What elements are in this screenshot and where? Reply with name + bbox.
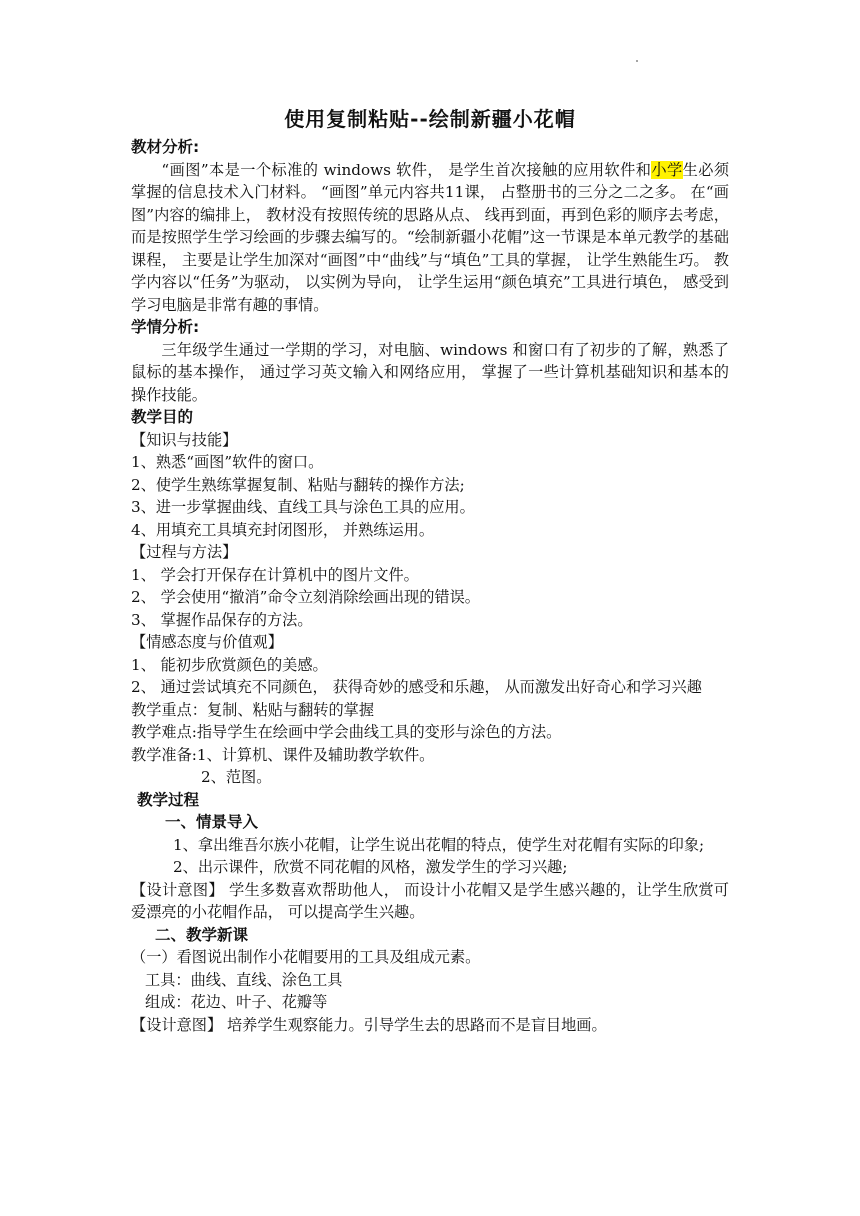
- section-attitude-values: 【情感态度与价值观】: [131, 633, 283, 651]
- heading-scene-intro: 一、情景导入: [165, 813, 259, 831]
- document-body: [131, 102, 729, 1036]
- list-item: 3、 掌握作品保存的方法。: [131, 610, 313, 629]
- document-title: 使用复制粘贴--绘制新疆小花帽: [284, 107, 576, 131]
- heading-teaching-goals: 教学目的: [131, 408, 194, 426]
- teaching-focus: 教学重点：复制、粘贴与翻转的掌握: [131, 700, 374, 719]
- design-intent-1: 【设计意图】 学生多数喜欢帮助他人， 而设计小花帽又是学生感兴趣的，让学生欣赏可爱漂亮的小花帽作品， 可以提高学生兴趣。: [131, 880, 729, 921]
- list-item: 2、 通过尝试填充不同颜色， 获得奇妙的感受和乐趣， 从而激发出好奇心和学习兴趣: [131, 678, 702, 696]
- list-item: 3、进一步掌握曲线、直线工具与涂色工具的应用。: [131, 498, 475, 516]
- design-intent-2: 【设计意图】 培养学生观察能力。引导学生去的思路而不是盲目地画。: [131, 1015, 607, 1034]
- new-lesson-step-1: （一）看图说出制作小花帽要用的工具及组成元素。: [131, 948, 481, 966]
- page-dot: [636, 60, 638, 62]
- new-lesson-parts: 组成：花边、叶子、花瓣等: [145, 993, 328, 1011]
- list-item: 1、熟悉“画图”软件的窗口。: [131, 453, 324, 471]
- teaching-preparation-item: 2、范图。: [201, 768, 272, 786]
- text-segment: “画图”本是一个标准的 windows 软件， 是学生首次接触的应用软件和: [161, 160, 652, 179]
- heading-student-analysis: 学情分析:: [131, 318, 200, 336]
- list-item: 2、使学生熟练掌握复制、粘贴与翻转的操作方法;: [131, 475, 465, 494]
- paragraph-student-analysis: 三年级学生通过一学期的学习，对电脑、windows 和窗口有了初步的了解，熟悉了鼠标的基本操作， 通过学习英文输入和网络应用， 掌握了一些计算机基础知识和基本的操作技能。: [131, 340, 729, 404]
- paragraph-scene-intro-1: 1、拿出维吾尔族小花帽，让学生说出花帽的特点，使学生对花帽有实际的印象;: [173, 835, 705, 854]
- heading-textbook-analysis: 教材分析:: [131, 138, 200, 156]
- list-item: 2、 学会使用“撤消”命令立刻消除绘画出现的错误。: [131, 588, 480, 606]
- teaching-difficulty: 教学难点:指导学生在绘画中学会曲线工具的变形与涂色的方法。: [131, 723, 562, 741]
- teaching-preparation: 教学准备:1、计算机、课件及辅助教学软件。: [131, 745, 435, 764]
- section-process-methods: 【过程与方法】: [131, 543, 238, 561]
- new-lesson-tools: 工具：曲线、直线、涂色工具: [145, 970, 343, 989]
- highlighted-text: 小学: [651, 160, 683, 179]
- heading-new-lesson: 二、教学新课: [155, 925, 249, 944]
- text-segment: 生必须掌握的信息技术入门材料。 “画图”单元内容共11课， 占整册书的三分之二之多。 在“画图”内容的编排上， 教材没有按照传统的思路从点、 线再到面，再到色彩的顺序去考虑，而是按照学生学习绘画的步骤去编写的。“绘制新疆小花帽”这一节课是本单元教学的基础课程， 主要是让学生加深对“画图”中“曲线”与“填色”工具的掌握， 让学生熟能生巧。 教学内容以“任务”为驱动， 以实例为导向， 让学生运用“颜色填充”工具进行填色， 感受到学习电脑是非常有趣的事情。: [131, 160, 730, 314]
- section-knowledge-skills: 【知识与技能】: [131, 430, 238, 449]
- list-item: 4、用填充工具填充封闭图形， 并熟练运用。: [131, 520, 435, 539]
- list-item: 1、 能初步欣赏颜色的美感。: [131, 655, 328, 674]
- heading-teaching-process: 教学过程: [137, 790, 200, 809]
- list-item: 1、 学会打开保存在计算机中的图片文件。: [131, 565, 419, 584]
- paragraph-scene-intro-2: 2、出示课件，欣赏不同花帽的风格，激发学生的学习兴趣;: [173, 858, 568, 876]
- paragraph-textbook-analysis: [131, 159, 729, 317]
